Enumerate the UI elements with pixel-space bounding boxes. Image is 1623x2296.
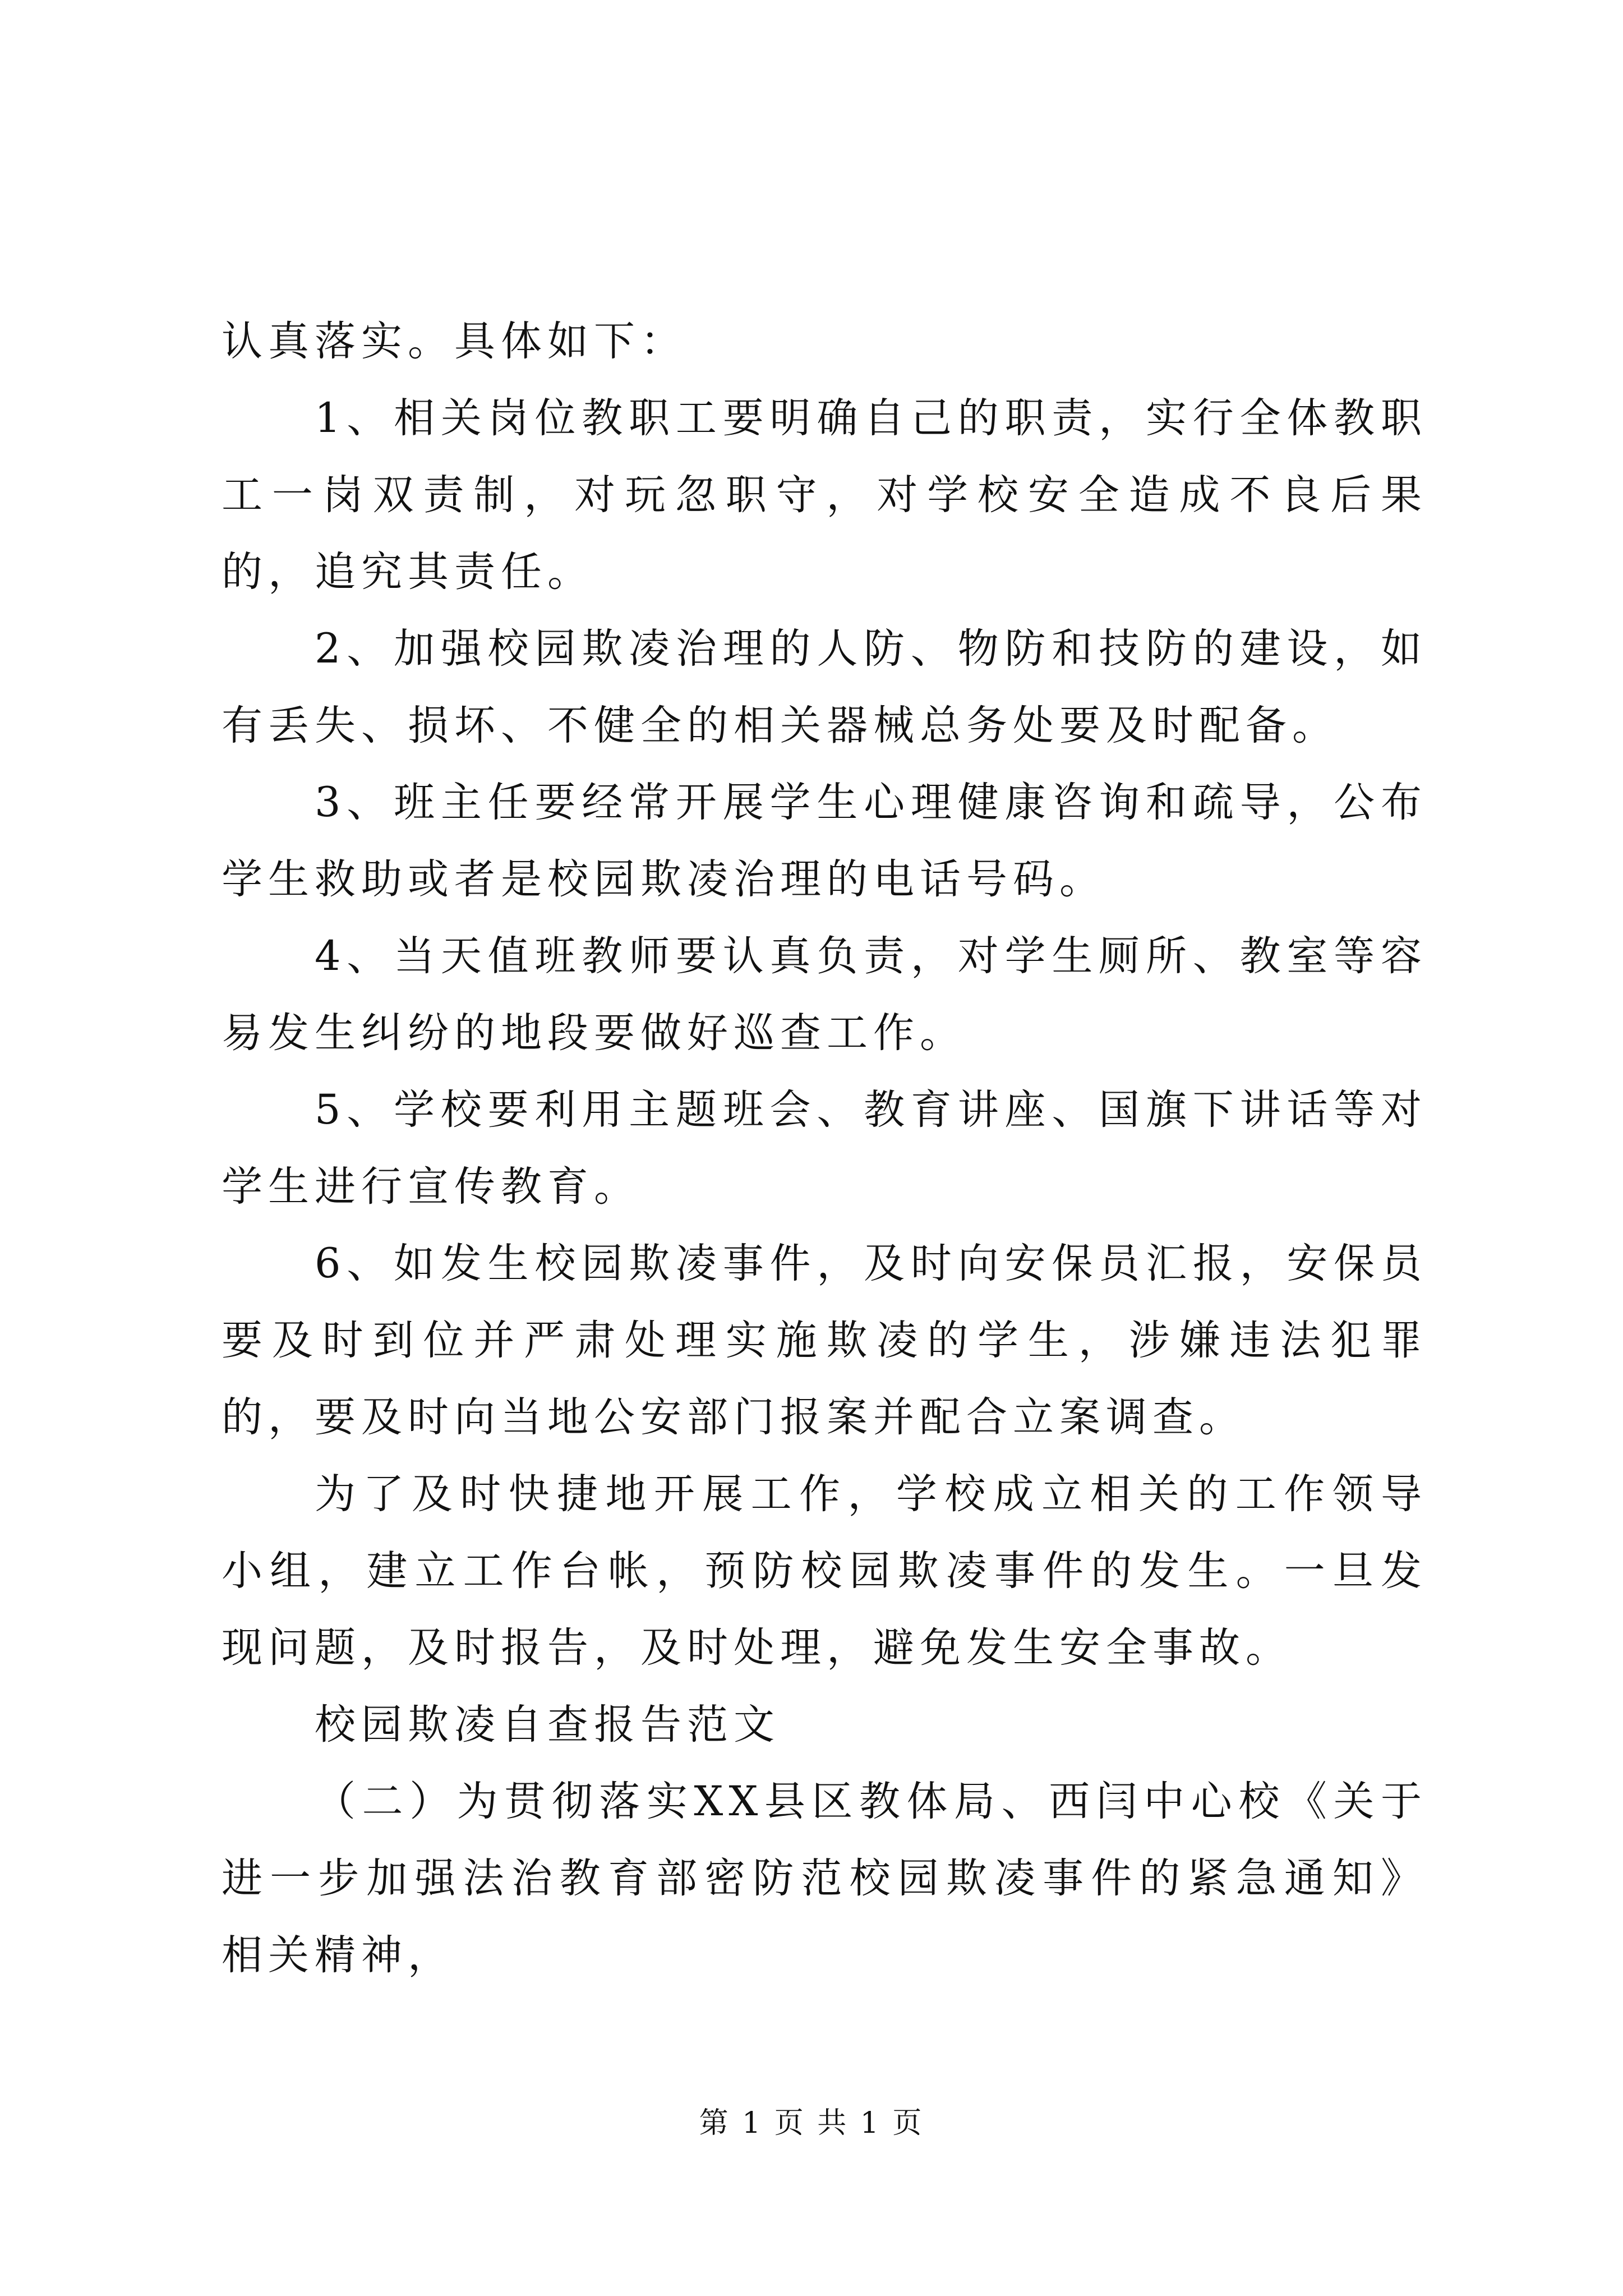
section-heading: 校园欺凌自查报告范文: [315, 1701, 780, 1749]
paragraph-item-2: 2、加强校园欺凌治理的人防、物防和技防的建设，如有丢失、损坏、不健全的相关器械总务处要及时配备。: [222, 625, 1427, 749]
document-body: [222, 303, 1427, 1994]
paragraph-item-3: 3、班主任要经常开展学生心理健康咨询和疏导，公布学生救助或者是校园欺凌治理的电话号码。: [222, 779, 1427, 903]
paragraph-item-5: 5、学校要利用主题班会、教育讲座、国旗下讲话等对学生进行宣传教育。: [222, 1086, 1427, 1211]
paragraph-intro: 认真落实。具体如下：: [222, 318, 687, 365]
paragraph-section-two: （二）为贯彻落实XX县区教体局、西闫中心校《关于进一步加强法治教育部密防范校园欺凌事件的紧急通知》相关精神，: [222, 1778, 1427, 1979]
paragraph-item-1: 1、相关岗位教职工要明确自己的职责，实行全体教职工一岗双责制，对玩忽职守，对学校安全造成不良后果的，追究其责任。: [222, 394, 1427, 596]
paragraph-summary: 为了及时快捷地开展工作，学校成立相关的工作领导小组，建立工作台帐，预防校园欺凌事件的发生。一旦发现问题，及时报告，及时处理，避免发生安全事故。: [222, 1470, 1427, 1672]
paragraph-item-6: 6、如发生校园欺凌事件，及时向安保员汇报，安保员要及时到位并严肃处理实施欺凌的学生，涉嫌违法犯罪的，要及时向当地公安部门报案并配合立案调查。: [222, 1240, 1427, 1441]
page-footer: [0, 2104, 1623, 2143]
page-number-label: 第 1 页 共 1 页: [699, 2106, 924, 2140]
paragraph-item-4: 4、当天值班教师要认真负责，对学生厕所、教室等容易发生纠纷的地段要做好巡查工作。: [222, 932, 1427, 1057]
